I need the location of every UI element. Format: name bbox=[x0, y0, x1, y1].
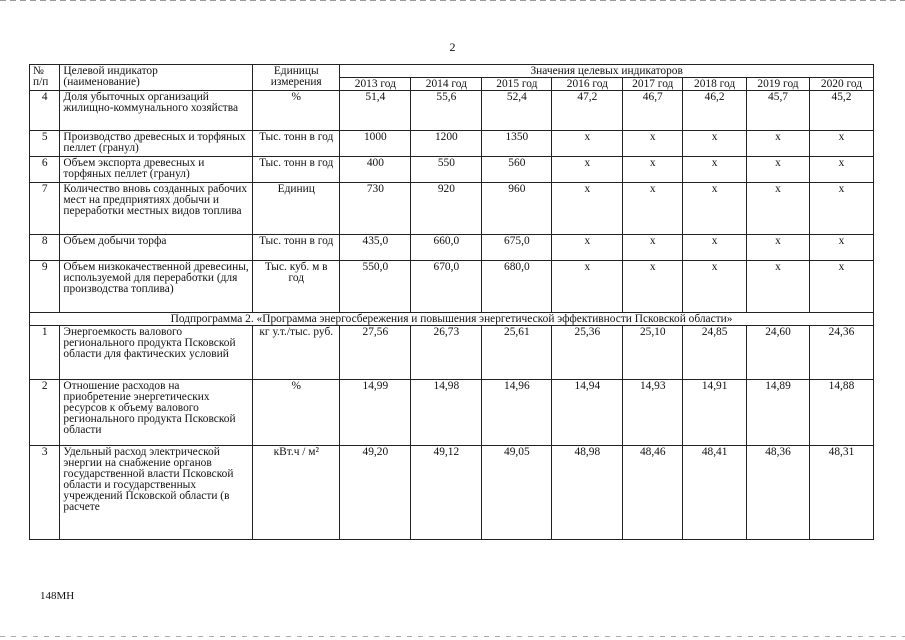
value-cell: x bbox=[552, 235, 623, 261]
unit-cell: % bbox=[253, 380, 340, 446]
value-cell: 45,7 bbox=[747, 91, 810, 131]
value-cell: 435,0 bbox=[340, 235, 411, 261]
table-row bbox=[30, 131, 874, 157]
value-cell: 560 bbox=[482, 157, 552, 183]
page-number: 2 bbox=[449, 40, 456, 54]
table-row bbox=[30, 380, 874, 446]
unit-cell: Тыс. тонн в год bbox=[253, 157, 340, 183]
row-number: 5 bbox=[30, 131, 60, 157]
value-cell: 14,93 bbox=[623, 380, 683, 446]
value-cell: 24,60 bbox=[747, 326, 810, 380]
value-cell: 49,05 bbox=[482, 446, 552, 540]
value-cell: 1200 bbox=[411, 131, 482, 157]
unit-cell: кг у.т./тыс. руб. bbox=[253, 326, 340, 380]
value-cell: 14,88 bbox=[809, 380, 873, 446]
header-year: 2017 год bbox=[623, 78, 683, 91]
indicator-name: Энергоемкость валового регионального продукта Псковской области для фактических условий bbox=[60, 326, 253, 380]
table-row bbox=[30, 261, 874, 313]
value-cell: 670,0 bbox=[411, 261, 482, 313]
header-year: 2019 год bbox=[747, 78, 810, 91]
document-code: 148МН bbox=[40, 590, 75, 602]
value-cell: 730 bbox=[340, 183, 411, 235]
value-cell: x bbox=[683, 235, 747, 261]
unit-cell: Тыс. тонн в год bbox=[253, 235, 340, 261]
header-year: 2020 год bbox=[809, 78, 873, 91]
subprogram-row bbox=[30, 313, 874, 326]
unit-cell: кВт.ч / м² bbox=[253, 446, 340, 540]
table-row bbox=[30, 235, 874, 261]
value-cell: x bbox=[683, 261, 747, 313]
value-cell: 48,41 bbox=[683, 446, 747, 540]
header-year: 2018 год bbox=[683, 78, 747, 91]
row-number: 3 bbox=[30, 446, 60, 540]
value-cell: 25,36 bbox=[552, 326, 623, 380]
value-cell: 49,20 bbox=[340, 446, 411, 540]
value-cell: x bbox=[552, 157, 623, 183]
row-number: 6 bbox=[30, 157, 60, 183]
value-cell: x bbox=[623, 235, 683, 261]
unit-cell: Единиц bbox=[253, 183, 340, 235]
subprogram-title: Подпрограмма 2. «Программа энергосбережения и повышения энергетической эффективности Псковской области» bbox=[30, 313, 874, 326]
value-cell: 660,0 bbox=[411, 235, 482, 261]
header-row bbox=[30, 65, 874, 78]
header-year: 2016 год bbox=[552, 78, 623, 91]
value-cell: x bbox=[809, 235, 873, 261]
value-cell: 960 bbox=[482, 183, 552, 235]
value-cell: x bbox=[683, 157, 747, 183]
table-row bbox=[30, 326, 874, 380]
value-cell: 550 bbox=[411, 157, 482, 183]
value-cell: 27,56 bbox=[340, 326, 411, 380]
row-number: 7 bbox=[30, 183, 60, 235]
value-cell: 48,36 bbox=[747, 446, 810, 540]
value-cell: 14,89 bbox=[747, 380, 810, 446]
value-cell: x bbox=[747, 261, 810, 313]
indicator-name: Производство древесных и торфяных пеллет (гранул) bbox=[60, 131, 253, 157]
value-cell: 550,0 bbox=[340, 261, 411, 313]
indicator-name: Объем экспорта древесных и торфяных пеллет (гранул) bbox=[60, 157, 253, 183]
value-cell: x bbox=[809, 157, 873, 183]
value-cell: 46,7 bbox=[623, 91, 683, 131]
value-cell: x bbox=[809, 183, 873, 235]
indicator-name: Отношение расходов на приобретение энергетических ресурсов к объему валового регионального продукта Псковской области bbox=[60, 380, 253, 446]
table-row bbox=[30, 157, 874, 183]
value-cell: 48,98 bbox=[552, 446, 623, 540]
value-cell: 26,73 bbox=[411, 326, 482, 380]
header-year: 2014 год bbox=[411, 78, 482, 91]
header-unit: Единицы измерения bbox=[253, 65, 340, 91]
value-cell: x bbox=[552, 261, 623, 313]
value-cell: x bbox=[623, 157, 683, 183]
value-cell: 14,99 bbox=[340, 380, 411, 446]
indicator-name: Объем низкокачественной древесины, используемой для переработки (для производства топлива) bbox=[60, 261, 253, 313]
value-cell: x bbox=[623, 131, 683, 157]
unit-cell: % bbox=[253, 91, 340, 131]
header-indicator: Целевой индикатор (наименование) bbox=[60, 65, 253, 91]
value-cell: 48,46 bbox=[623, 446, 683, 540]
value-cell: x bbox=[552, 183, 623, 235]
value-cell: x bbox=[809, 261, 873, 313]
unit-cell: Тыс. тонн в год bbox=[253, 131, 340, 157]
value-cell: 14,91 bbox=[683, 380, 747, 446]
value-cell: 14,96 bbox=[482, 380, 552, 446]
value-cell: x bbox=[747, 235, 810, 261]
value-cell: 45,2 bbox=[809, 91, 873, 131]
unit-cell: Тыс. куб. м в год bbox=[253, 261, 340, 313]
value-cell: x bbox=[623, 183, 683, 235]
value-cell: x bbox=[683, 131, 747, 157]
value-cell: 1000 bbox=[340, 131, 411, 157]
value-cell: 51,4 bbox=[340, 91, 411, 131]
scan-edge-top bbox=[0, 0, 905, 1]
value-cell: 1350 bbox=[482, 131, 552, 157]
value-cell: 400 bbox=[340, 157, 411, 183]
value-cell: 25,61 bbox=[482, 326, 552, 380]
value-cell: 680,0 bbox=[482, 261, 552, 313]
value-cell: 24,85 bbox=[683, 326, 747, 380]
indicator-name: Количество вновь созданных рабочих мест на предприятиях добычи и переработки местных видов топлива bbox=[60, 183, 253, 235]
value-cell: x bbox=[623, 261, 683, 313]
row-number: 1 bbox=[30, 326, 60, 380]
header-num: № п/п bbox=[30, 65, 60, 91]
value-cell: 14,98 bbox=[411, 380, 482, 446]
value-cell: x bbox=[747, 157, 810, 183]
value-cell: 46,2 bbox=[683, 91, 747, 131]
value-cell: 48,31 bbox=[809, 446, 873, 540]
row-number: 8 bbox=[30, 235, 60, 261]
value-cell: 675,0 bbox=[482, 235, 552, 261]
value-cell: 920 bbox=[411, 183, 482, 235]
row-number: 2 bbox=[30, 380, 60, 446]
table-row bbox=[30, 91, 874, 131]
table-row bbox=[30, 183, 874, 235]
value-cell: x bbox=[683, 183, 747, 235]
scan-edge-bottom bbox=[0, 636, 905, 637]
value-cell: 49,12 bbox=[411, 446, 482, 540]
indicator-name: Объем добычи торфа bbox=[60, 235, 253, 261]
header-values-title: Значения целевых индикаторов bbox=[340, 65, 874, 78]
row-number: 9 bbox=[30, 261, 60, 313]
header-year: 2013 год bbox=[340, 78, 411, 91]
value-cell: 14,94 bbox=[552, 380, 623, 446]
value-cell: x bbox=[552, 131, 623, 157]
header-year: 2015 год bbox=[482, 78, 552, 91]
value-cell: 25,10 bbox=[623, 326, 683, 380]
value-cell: 52,4 bbox=[482, 91, 552, 131]
indicators-table bbox=[29, 64, 874, 540]
value-cell: 24,36 bbox=[809, 326, 873, 380]
value-cell: x bbox=[809, 131, 873, 157]
value-cell: 47,2 bbox=[552, 91, 623, 131]
indicator-name: Удельный расход электрической энергии на снабжение органов государственной власти Псковской области и государственных учреждений Псковской области (в расчете bbox=[60, 446, 253, 540]
table-row bbox=[30, 446, 874, 540]
value-cell: x bbox=[747, 183, 810, 235]
value-cell: x bbox=[747, 131, 810, 157]
row-number: 4 bbox=[30, 91, 60, 131]
indicator-name: Доля убыточных организаций жилищно-коммунального хозяйства bbox=[60, 91, 253, 131]
value-cell: 55,6 bbox=[411, 91, 482, 131]
